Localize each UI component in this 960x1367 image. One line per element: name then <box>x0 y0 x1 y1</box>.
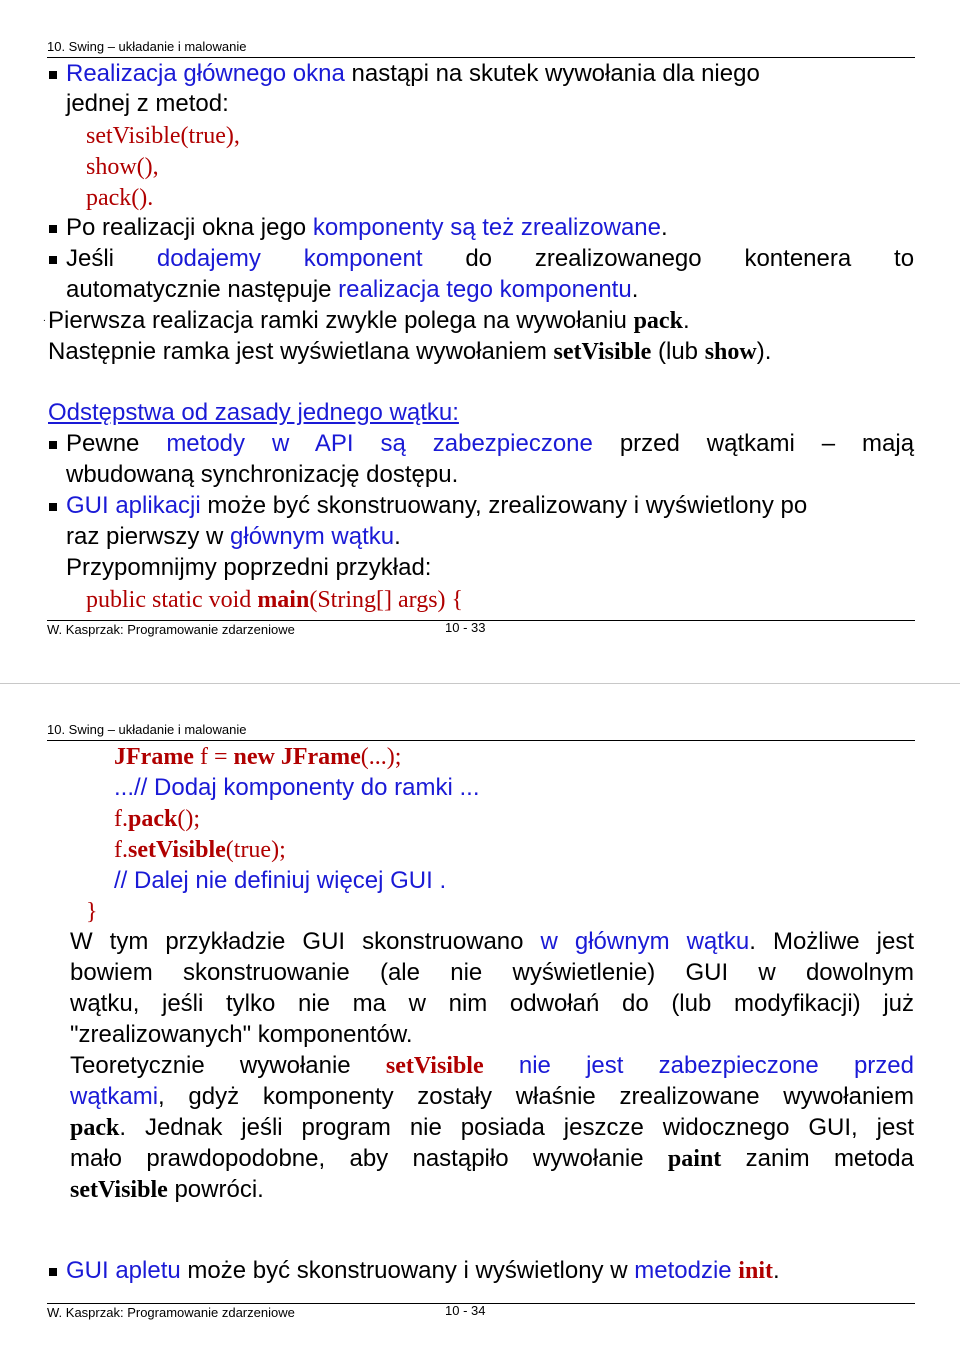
paragraph-main-thread-2: bowiem skonstruowanie (ale nie wyświetlenie) GUI w dowolnym <box>70 959 914 986</box>
paragraph-pack: Pierwsza realizacja ramki zwykle polega na wywołaniu pack. <box>48 307 690 334</box>
stray-dot: . <box>43 313 46 324</box>
slide-header: 10. Swing – układanie i malowanie <box>47 39 247 54</box>
bullet-3-line-2: automatycznie następuje realizacja tego komponentu. <box>66 276 639 303</box>
code-brace: } <box>86 899 98 925</box>
slide-header: 10. Swing – układanie i malowanie <box>47 722 247 737</box>
bullet-square-icon <box>49 441 57 449</box>
code-jframe: JFrame f = new JFrame(...); <box>114 744 402 770</box>
bullet-square-icon <box>49 1268 57 1276</box>
bullet-1-line-2: jednej z metod: <box>66 90 229 117</box>
bullet-square-icon <box>49 225 57 233</box>
bullet-square-icon <box>49 256 57 264</box>
bullet-5-line-1: GUI aplikacji może być skonstruowany, zrealizowany i wyświetlony po <box>66 492 808 519</box>
bullet-applet: GUI apletu może być skonstruowany i wyświetlony w metodzie init. <box>66 1257 780 1284</box>
bullet-4-line-2: wbudowaną synchronizację dostępu. <box>66 461 459 488</box>
code-pack-call: f.pack(); <box>114 806 201 832</box>
paragraph-recall: Przypomnijmy poprzedni przykład: <box>66 554 432 581</box>
code-comment-add: ...// Dodaj komponenty do ramki ... <box>114 774 480 801</box>
page-separator <box>0 683 960 684</box>
bullet-square-icon <box>49 503 57 511</box>
page-number: 10 - 33 <box>445 620 486 635</box>
paragraph-theory-4: mało prawdopodobne, aby nastąpiło wywołanie paint zanim metoda <box>70 1145 914 1172</box>
page-number: 10 - 34 <box>445 1303 486 1318</box>
bullet-2: Po realizacji okna jego komponenty są też zrealizowane. <box>66 214 668 241</box>
code-setvisible-call: f.setVisible(true); <box>114 837 286 863</box>
code-show: show(), <box>86 154 159 180</box>
paragraph-setvisible: Następnie ramka jest wyświetlana wywołaniem setVisible (lub show). <box>48 338 772 365</box>
footer-author: W. Kasprzak: Programowanie zdarzeniowe <box>47 622 295 637</box>
bullet-4-line-1: Pewne metody w API są zabezpieczone przed wątkami – mają <box>66 430 915 457</box>
paragraph-main-thread: W tym przykładzie GUI skonstruowano w głównym wątku. Możliwe jest <box>70 928 914 955</box>
header-rule <box>47 740 915 741</box>
paragraph-main-thread-4: "zrealizowanych" komponentów. <box>70 1021 413 1048</box>
code-pack: pack(). <box>86 185 154 211</box>
paragraph-theory-5: setVisible powróci. <box>70 1176 264 1203</box>
bullet-square-icon <box>49 71 57 79</box>
bullet-5-line-2: raz pierwszy w głównym wątku. <box>66 523 401 550</box>
bullet-1-line-1: Realizacja głównego okna nastąpi na skutek wywołania dla niego <box>66 60 760 87</box>
paragraph-main-thread-3: wątku, jeśli tylko nie ma w nim odwołań do (lub modyfikacji) już <box>70 990 914 1017</box>
footer-author: W. Kasprzak: Programowanie zdarzeniowe <box>47 1305 295 1320</box>
code-main: public static void main(String[] args) { <box>86 587 464 613</box>
paragraph-theory-2: wątkami, gdyż komponenty zostały właśnie zrealizowane wywołaniem <box>70 1083 914 1110</box>
header-rule <box>47 57 915 58</box>
code-setvisible: setVisible(true), <box>86 123 240 149</box>
bullet-3-line-1: Jeśli dodajemy komponent do zrealizowanego kontenera to <box>66 245 915 272</box>
paragraph-theory-3: pack. Jednak jeśli program nie posiada jeszcze widocznego GUI, jest <box>70 1114 914 1141</box>
paragraph-theory: Teoretycznie wywołanie setVisible nie jest zabezpieczone przed <box>70 1052 914 1079</box>
section-title: Odstępstwa od zasady jednego wątku: <box>48 399 459 426</box>
code-comment-gui: // Dalej nie definiuj więcej GUI . <box>114 867 447 894</box>
